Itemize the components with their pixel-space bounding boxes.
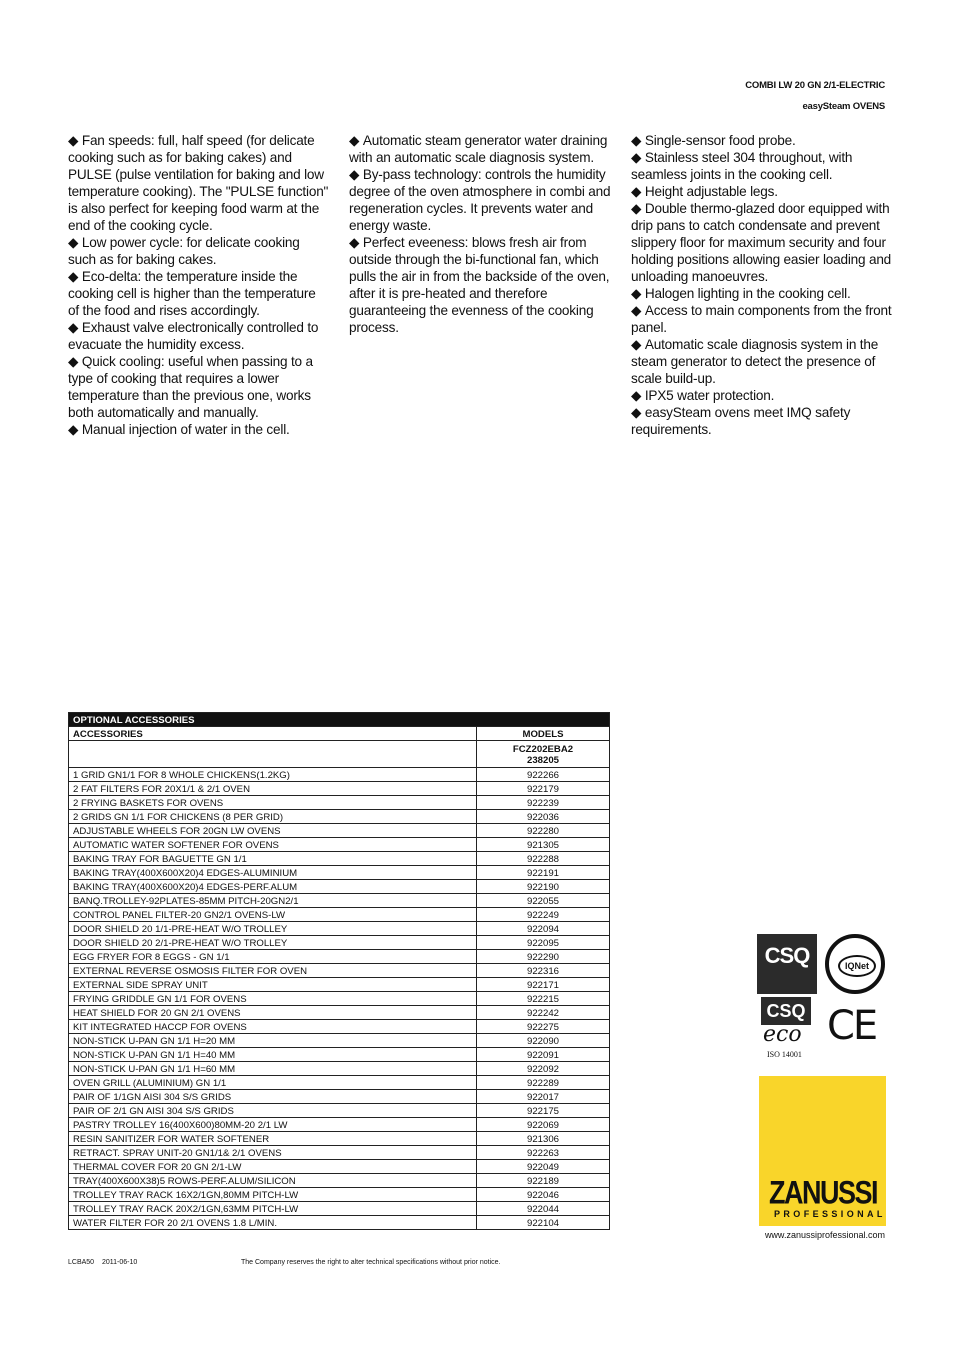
accessory-name: PAIR OF 2/1 GN AISI 304 S/S GRIDS [69, 1104, 477, 1118]
accessory-name: TROLLEY TRAY RACK 20X2/1GN,63MM PITCH-LW [69, 1202, 477, 1216]
feature-item: ◆ Low power cycle: for delicate cooking such as for baking cakes. [68, 234, 330, 268]
feature-item: ◆ Double thermo-glazed door equipped with drip pans to catch condensate and prevent slippery floor for maximum security and four holding positions allowing easier loading and unloading manoeuvres. [631, 200, 893, 285]
feature-item: ◆ Single-sensor food probe. [631, 132, 893, 149]
iqnet-label: IQNet [838, 955, 876, 977]
table-row [69, 1160, 610, 1174]
accessory-code: 922092 [477, 1062, 610, 1076]
feature-item: ◆ IPX5 water protection. [631, 387, 893, 404]
table-row [69, 782, 610, 796]
brand-sub: PROFESSIONAL [774, 1209, 886, 1219]
accessories-table [68, 712, 610, 1230]
table-row [69, 1076, 610, 1090]
table-row [69, 1062, 610, 1076]
iqnet-logo [825, 934, 885, 994]
accessory-name: PASTRY TROLLEY 16(400X600)80MM-20 2/1 LW [69, 1118, 477, 1132]
accessory-name: BAKING TRAY(400X600X20)4 EDGES-PERF.ALUM [69, 880, 477, 894]
accessory-name: NON-STICK U-PAN GN 1/1 H=20 MM [69, 1034, 477, 1048]
accessory-name: BAKING TRAY FOR BAGUETTE GN 1/1 [69, 852, 477, 866]
accessory-code: 922190 [477, 880, 610, 894]
table-row [69, 1174, 610, 1188]
accessory-code: 922280 [477, 824, 610, 838]
accessory-code: 922275 [477, 1020, 610, 1034]
accessory-code: 922175 [477, 1104, 610, 1118]
accessory-code: 922055 [477, 894, 610, 908]
table-row [69, 1048, 610, 1062]
accessory-name: DOOR SHIELD 20 2/1-PRE-HEAT W/O TROLLEY [69, 936, 477, 950]
table-row [69, 1104, 610, 1118]
feature-item: ◆ Manual injection of water in the cell. [68, 421, 330, 438]
accessory-name: WATER FILTER FOR 20 2/1 OVENS 1.8 L/MIN. [69, 1216, 477, 1230]
accessory-code: 922044 [477, 1202, 610, 1216]
model-number: 238205 [526, 754, 559, 766]
model-cell [477, 741, 610, 768]
feature-item: ◆ Fan speeds: full, half speed (for delicate cooking such as for baking cakes) and PULSE (pulse ventilation for baking and low temperature cooking). The "PULSE function" is also perfect for keeping food warm at the end of the cooking cycle. [68, 132, 330, 234]
feature-item: ◆ Perfect eveeness: blows fresh air from outside through the bi-functional fan, which pulls the air in from the backside of the oven, after it is pre-heated and therefore guaranteeing the evenness of the cooking process. [349, 234, 611, 336]
accessory-name: FRYING GRIDDLE GN 1/1 FOR OVENS [69, 992, 477, 1006]
table-header-row [69, 727, 610, 741]
accessory-name: OVEN GRILL (ALUMINIUM) GN 1/1 [69, 1076, 477, 1090]
accessory-code: 922091 [477, 1048, 610, 1062]
accessory-name: HEAT SHIELD FOR 20 GN 2/1 OVENS [69, 1006, 477, 1020]
table-row [69, 838, 610, 852]
table-row [69, 866, 610, 880]
table-row [69, 1188, 610, 1202]
accessory-name: RESIN SANITIZER FOR WATER SOFTENER [69, 1132, 477, 1146]
features-column-3 [631, 132, 893, 438]
accessory-name: EXTERNAL SIDE SPRAY UNIT [69, 978, 477, 992]
csq-eco-logo: CSQ [761, 997, 811, 1025]
table-row [69, 880, 610, 894]
table-row [69, 908, 610, 922]
brand-logo [759, 1076, 886, 1226]
accessory-code: 922094 [477, 922, 610, 936]
feature-item: ◆ Automatic steam generator water draining with an automatic scale diagnosis system. [349, 132, 611, 166]
table-row [69, 1090, 610, 1104]
table-row [69, 936, 610, 950]
table-model-row [69, 741, 610, 768]
feature-item: ◆ Quick cooling: useful when passing to a type of cooking that requires a lower temperature than the previous one, works both automatically and manually. [68, 353, 330, 421]
accessory-code: 922189 [477, 1174, 610, 1188]
table-row [69, 992, 610, 1006]
accessory-code: 922239 [477, 796, 610, 810]
footer-notice: The Company reserves the right to alter technical specifications without prior notice. [241, 1259, 501, 1266]
col-models-header: MODELS [477, 727, 610, 741]
accessory-code: 921305 [477, 838, 610, 852]
accessory-name: BANQ.TROLLEY-92PLATES-85MM PITCH-20GN2/1 [69, 894, 477, 908]
accessory-code: 922095 [477, 936, 610, 950]
feature-item: ◆ Access to main components from the front panel. [631, 302, 893, 336]
feature-item: ◆ Height adjustable legs. [631, 183, 893, 200]
col-accessories-header: ACCESSORIES [69, 727, 477, 741]
accessory-name: EGG FRYER FOR 8 EGGS - GN 1/1 [69, 950, 477, 964]
accessory-code: 922215 [477, 992, 610, 1006]
accessory-name: THERMAL COVER FOR 20 GN 2/1-LW [69, 1160, 477, 1174]
accessory-name: 1 GRID GN1/1 FOR 8 WHOLE CHICKENS(1.2KG) [69, 768, 477, 782]
accessory-name: AUTOMATIC WATER SOFTENER FOR OVENS [69, 838, 477, 852]
table-row [69, 768, 610, 782]
accessory-code: 922242 [477, 1006, 610, 1020]
accessory-name: EXTERNAL REVERSE OSMOSIS FILTER FOR OVEN [69, 964, 477, 978]
table-row [69, 1020, 610, 1034]
accessory-name: BAKING TRAY(400X600X20)4 EDGES-ALUMINIUM [69, 866, 477, 880]
accessory-name: NON-STICK U-PAN GN 1/1 H=40 MM [69, 1048, 477, 1062]
accessory-name: TROLLEY TRAY RACK 16X2/1GN,80MM PITCH-LW [69, 1188, 477, 1202]
accessory-name: CONTROL PANEL FILTER-20 GN2/1 OVENS-LW [69, 908, 477, 922]
accessory-code: 922289 [477, 1076, 610, 1090]
table-row [69, 1146, 610, 1160]
accessory-code: 922316 [477, 964, 610, 978]
csq-logo: CSQ [757, 934, 817, 994]
feature-item: ◆ Eco-delta: the temperature inside the cooking cell is higher than the temperature of the food and rises accordingly. [68, 268, 330, 319]
accessory-name: TRAY(400X600X38)5 ROWS-PERF.ALUM/SILICON [69, 1174, 477, 1188]
certification-logos [757, 934, 887, 1059]
footer-date: 2011-06-10 [102, 1259, 138, 1266]
accessory-name: PAIR OF 1/1GN AISI 304 S/S GRIDS [69, 1090, 477, 1104]
accessory-code: 922249 [477, 908, 610, 922]
table-row [69, 1132, 610, 1146]
accessory-code: 922288 [477, 852, 610, 866]
accessory-code: 922049 [477, 1160, 610, 1174]
brand-url[interactable]: www.zanussiprofessional.com [764, 1230, 885, 1240]
ce-mark: CE [827, 1003, 877, 1049]
accessory-code: 922171 [477, 978, 610, 992]
table-row [69, 796, 610, 810]
iso-label: ISO 14001 [767, 1050, 802, 1059]
accessory-code: 922046 [477, 1188, 610, 1202]
accessory-name: DOOR SHIELD 20 1/1-PRE-HEAT W/O TROLLEY [69, 922, 477, 936]
doc-title: COMBI LW 20 GN 2/1-ELECTRIC [745, 80, 885, 91]
model-spacer [69, 741, 477, 768]
accessory-name: 2 GRIDS GN 1/1 FOR CHICKENS (8 PER GRID) [69, 810, 477, 824]
table-row [69, 810, 610, 824]
table-row [69, 1006, 610, 1020]
feature-item: ◆ By-pass technology: controls the humidity degree of the oven atmosphere in combi and regeneration cycles. It prevents water and energy waste. [349, 166, 611, 234]
table-row [69, 1202, 610, 1216]
accessory-code: 922090 [477, 1034, 610, 1048]
features-column-2 [349, 132, 611, 336]
footer-code: LCBA50 [68, 1259, 95, 1266]
table-row [69, 950, 610, 964]
model-code: FCZ202EBA2 [512, 743, 574, 755]
table-title-row [69, 713, 610, 727]
accessory-name: ADJUSTABLE WHEELS FOR 20GN LW OVENS [69, 824, 477, 838]
table-row [69, 824, 610, 838]
accessory-name: NON-STICK U-PAN GN 1/1 H=60 MM [69, 1062, 477, 1076]
accessory-code: 922266 [477, 768, 610, 782]
table-row [69, 964, 610, 978]
accessory-code: 922104 [477, 1216, 610, 1230]
feature-item: ◆ Stainless steel 304 throughout, with seamless joints in the cooking cell. [631, 149, 893, 183]
accessory-code: 922263 [477, 1146, 610, 1160]
accessory-code: 922191 [477, 866, 610, 880]
table-row [69, 852, 610, 866]
feature-item: ◆ Halogen lighting in the cooking cell. [631, 285, 893, 302]
accessory-code: 922290 [477, 950, 610, 964]
accessory-name: KIT INTEGRATED HACCP FOR OVENS [69, 1020, 477, 1034]
accessory-code: 922069 [477, 1118, 610, 1132]
accessory-name: RETRACT. SPRAY UNIT-20 GN1/1& 2/1 OVENS [69, 1146, 477, 1160]
table-row [69, 922, 610, 936]
table-row [69, 894, 610, 908]
accessory-code: 921306 [477, 1132, 610, 1146]
table-row [69, 1034, 610, 1048]
accessory-code: 922036 [477, 810, 610, 824]
features-column-1 [68, 132, 330, 438]
accessory-name: 2 FRYING BASKETS FOR OVENS [69, 796, 477, 810]
doc-subtitle: easySteam OVENS [802, 101, 885, 112]
table-row [69, 1216, 610, 1230]
accessory-name: 2 FAT FILTERS FOR 20X1/1 & 2/1 OVEN [69, 782, 477, 796]
table-row [69, 1118, 610, 1132]
feature-item: ◆ Automatic scale diagnosis system in the steam generator to detect the presence of scale build-up. [631, 336, 893, 387]
feature-item: ◆ Exhaust valve electronically controlled to evacuate the humidity excess. [68, 319, 330, 353]
table-row [69, 978, 610, 992]
accessory-code: 922017 [477, 1090, 610, 1104]
feature-item: ◆ easySteam ovens meet IMQ safety requirements. [631, 404, 893, 438]
accessory-code: 922179 [477, 782, 610, 796]
table-title: OPTIONAL ACCESSORIES [69, 713, 610, 727]
eco-logo: eco [763, 1022, 802, 1047]
brand-name: ZANUSSI [769, 1174, 878, 1211]
